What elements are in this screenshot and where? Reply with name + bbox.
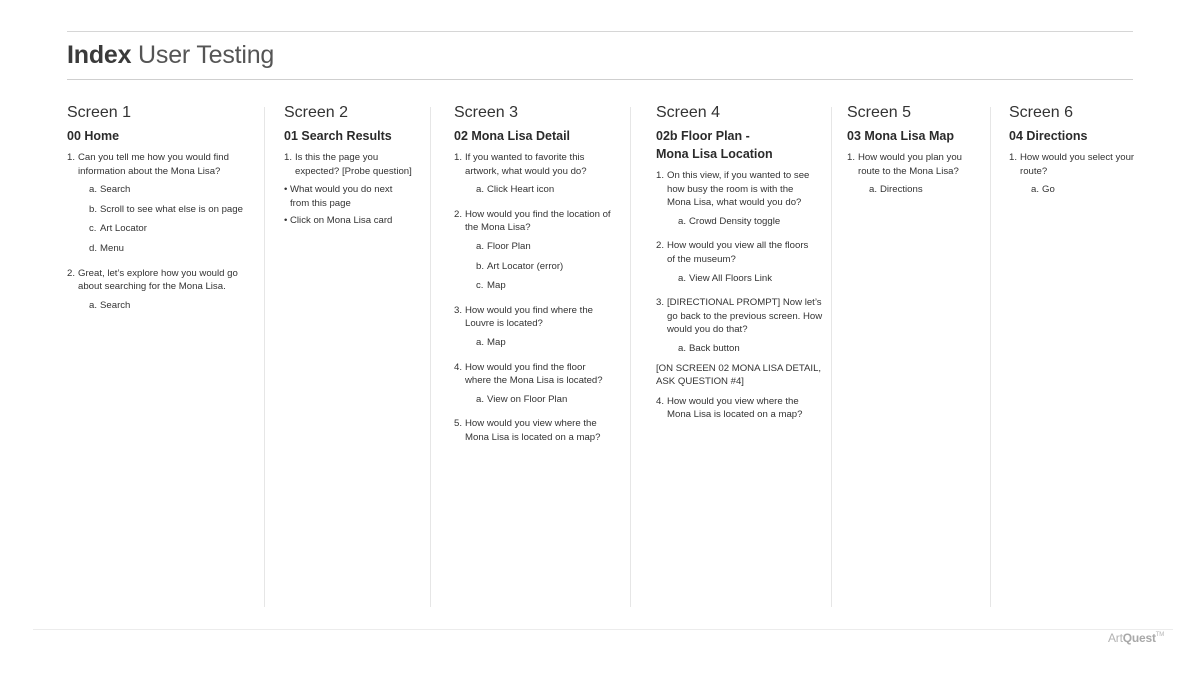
- page-title: [67, 40, 274, 70]
- screen-column-2: [284, 103, 424, 228]
- answer-text: Map: [487, 336, 506, 348]
- answer: [67, 299, 255, 313]
- question-number: 3.: [454, 304, 463, 316]
- top-rule: [67, 31, 1133, 32]
- question-text: How would you plan you route to the Mona Lisa?: [858, 152, 962, 177]
- answer-letter: b.: [476, 260, 485, 272]
- question-number: 2.: [656, 240, 665, 252]
- column-divider: [430, 107, 431, 607]
- section-title: 00 Home: [67, 129, 120, 143]
- screen-heading: Screen 2: [284, 104, 349, 121]
- answer-letter: a.: [89, 299, 98, 311]
- question-text: Can you tell me how you would find information about the Mona Lisa?: [78, 152, 229, 177]
- column-divider: [264, 107, 265, 607]
- section-title-line-2: Mona Lisa Location: [656, 147, 773, 161]
- answer-letter: a.: [476, 393, 485, 405]
- answer: [67, 222, 255, 236]
- answer: [656, 215, 826, 229]
- answer-text: Back button: [689, 342, 740, 354]
- answer-text: Floor Plan: [487, 240, 531, 252]
- screen-column-6: [1009, 103, 1145, 203]
- answer-text: Menu: [100, 242, 124, 254]
- answer-text: Scroll to see what else is on page: [100, 203, 243, 215]
- answer-text: Art Locator (error): [487, 260, 564, 272]
- question: [1009, 151, 1145, 178]
- answer: [454, 260, 614, 274]
- answer-letter: a.: [678, 272, 687, 284]
- question-text: How would you view where the Mona Lisa is located on a map?: [667, 395, 803, 421]
- screen-heading: Screen 6: [1009, 104, 1074, 121]
- column-divider: [990, 107, 991, 607]
- question: [656, 395, 816, 422]
- section-title: 01 Search Results: [284, 129, 392, 143]
- question-number: 4.: [454, 361, 463, 373]
- answer-text: Art Locator: [100, 223, 147, 235]
- answer-letter: a.: [476, 240, 485, 252]
- question: [847, 151, 977, 178]
- question: [454, 304, 606, 331]
- answer-text: Map: [487, 280, 506, 292]
- question-text: How would you view all the floors of the museum?: [667, 240, 809, 265]
- question-number: 1.: [67, 152, 76, 163]
- screen-column-3: [454, 103, 614, 450]
- question-number: 1.: [284, 152, 293, 163]
- answer: [454, 336, 614, 350]
- question: [656, 239, 818, 266]
- question: [656, 296, 824, 337]
- answer: [454, 279, 614, 293]
- answer-letter: c.: [476, 280, 484, 292]
- screen-heading: Screen 5: [847, 104, 912, 121]
- answer: [454, 183, 614, 197]
- brand-prefix: Art: [1108, 631, 1123, 645]
- answer: [656, 342, 826, 356]
- question-number: 1.: [847, 152, 856, 163]
- answer-letter: a.: [476, 336, 485, 348]
- answer: [67, 183, 255, 197]
- title-rule: [67, 79, 1133, 80]
- section-title: 03 Mona Lisa Map: [847, 129, 954, 143]
- question-text: How would you select your route?: [1020, 152, 1135, 177]
- question-text: How would you find the floor where the Mona Lisa is located?: [465, 361, 603, 387]
- answer: [67, 203, 255, 217]
- answer-letter: a.: [678, 342, 687, 354]
- screen-heading: Screen 3: [454, 104, 519, 121]
- column-divider: [831, 107, 832, 607]
- question-number: 1.: [656, 170, 665, 181]
- answer: [67, 242, 255, 256]
- answer-letter: a.: [476, 184, 485, 196]
- bullet-mark: •: [284, 184, 288, 196]
- question-number: 5.: [454, 418, 463, 430]
- question-number: 4.: [656, 395, 665, 407]
- question-number: 2.: [454, 208, 463, 220]
- answer-text: Go: [1042, 184, 1055, 196]
- bullet-text: Click on Mona Lisa card: [290, 215, 393, 227]
- question-text: How would you view where the Mona Lisa is located on a map?: [465, 418, 601, 443]
- screen-heading: Screen 1: [67, 104, 132, 121]
- question: [67, 151, 255, 178]
- title-rest: User Testing: [138, 41, 275, 69]
- brand-logo: [1108, 631, 1164, 645]
- question-text: On this view, if you wanted to see how busy the room is with the Mona Lisa, what would you do?: [667, 170, 810, 209]
- section-title: 04 Directions: [1009, 129, 1088, 143]
- question: [454, 208, 612, 235]
- answer: [454, 393, 614, 407]
- answer-text: View on Floor Plan: [487, 393, 568, 405]
- question: [67, 267, 247, 294]
- answer-text: Search: [100, 184, 131, 196]
- column-divider: [630, 107, 631, 607]
- question: [454, 417, 612, 444]
- answer-letter: a.: [869, 184, 878, 196]
- answer-letter: b.: [89, 203, 98, 215]
- question: [454, 151, 606, 178]
- screen-column-1: [67, 103, 255, 318]
- question: [656, 169, 818, 210]
- screen-heading: Screen 4: [656, 104, 721, 121]
- question-text: Is this the page you expected? [Probe question]: [295, 152, 412, 177]
- question-number: 2.: [67, 267, 76, 279]
- answer-text: Search: [100, 299, 131, 311]
- question: [454, 361, 612, 388]
- question: [284, 151, 424, 178]
- title-bold: Index: [67, 41, 132, 69]
- answer-text: View All Floors Link: [689, 272, 773, 284]
- answer-text: Crowd Density toggle: [689, 215, 781, 227]
- question-text: Great, let’s explore how you would go about searching for the Mona Lisa.: [78, 267, 238, 293]
- answer-letter: d.: [89, 242, 98, 254]
- bullet-text: What would you do next from this page: [290, 184, 393, 209]
- section-title: 02b Floor Plan -: [656, 129, 750, 143]
- answer: [847, 183, 977, 197]
- answer: [656, 272, 826, 286]
- answer: [1009, 183, 1145, 197]
- answer: [454, 240, 614, 254]
- answer-letter: a.: [89, 184, 98, 196]
- question-text: [DIRECTIONAL PROMPT] Now let’s go back to the previous screen. How would you do that?: [667, 297, 823, 336]
- interviewer-note: [ON SCREEN 02 MONA LISA DETAIL, ASK QUESTION #4]: [656, 362, 822, 388]
- bullet-item: [284, 183, 414, 210]
- brand-trademark: TM: [1155, 632, 1165, 638]
- question-number: 3.: [656, 297, 665, 309]
- question-text: How would you find where the Louvre is located?: [465, 304, 593, 330]
- answer-letter: a.: [1031, 184, 1040, 196]
- screen-column-4: [656, 103, 826, 427]
- question-number: 1.: [454, 152, 463, 163]
- section-title: 02 Mona Lisa Detail: [454, 129, 571, 143]
- bullet-mark: •: [284, 215, 288, 227]
- question-text: If you wanted to favorite this artwork, what would you do?: [465, 152, 587, 177]
- answer-letter: c.: [89, 223, 97, 235]
- footer-rule: [33, 629, 1173, 630]
- bullet-item: [284, 214, 424, 228]
- answer-letter: a.: [678, 215, 687, 227]
- question-text: How would you find the location of the Mona Lisa?: [465, 208, 611, 234]
- answer-text: Directions: [880, 184, 923, 196]
- question-number: 1.: [1009, 152, 1018, 163]
- brand-bold: Quest: [1122, 631, 1156, 645]
- screen-column-5: [847, 103, 977, 203]
- answer-text: Click Heart icon: [487, 184, 555, 196]
